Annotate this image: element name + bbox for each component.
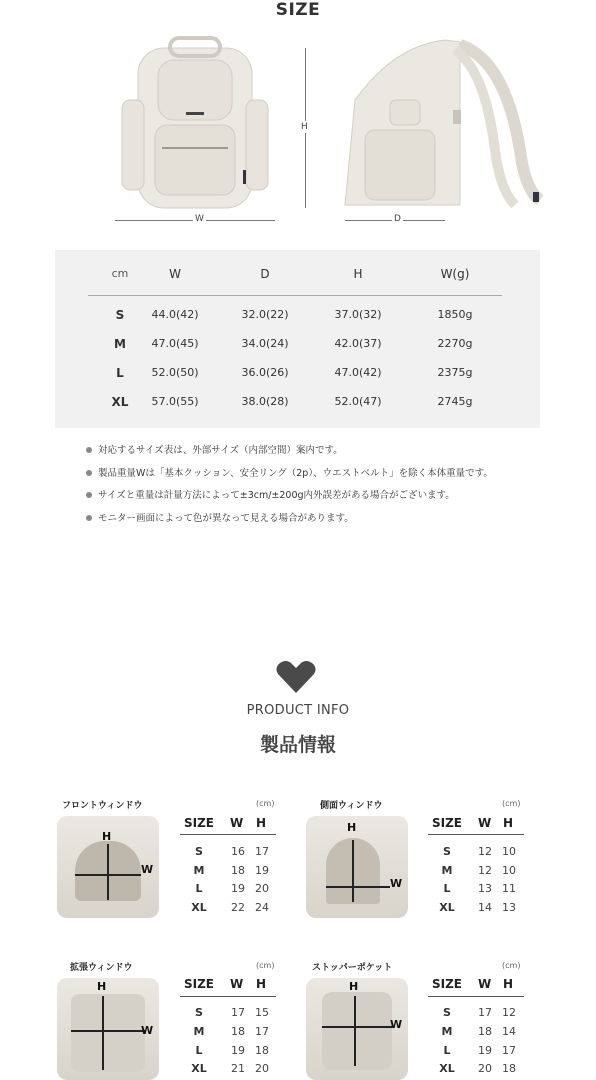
size-table-header-d: D bbox=[260, 267, 270, 281]
front-window-rule bbox=[180, 834, 276, 835]
size-table-row-l-size: L bbox=[116, 366, 124, 380]
size-table-header-unit: cm bbox=[111, 267, 129, 280]
expansion-window-header-size: SIZE bbox=[184, 977, 215, 991]
size-table-row-xl-d: 38.0(28) bbox=[241, 395, 289, 408]
front-window-header-size: SIZE bbox=[184, 816, 215, 830]
front-window-row-h: 19 bbox=[255, 864, 269, 877]
side-window-row-h: 13 bbox=[502, 901, 516, 914]
size-table-row-xl-size: XL bbox=[111, 395, 129, 409]
expansion-window-header-h: H bbox=[256, 977, 267, 991]
backpack-front-photo bbox=[100, 30, 290, 230]
stopper-pocket-row-w: 18 bbox=[478, 1025, 492, 1038]
side-window-row-w: 12 bbox=[478, 864, 492, 877]
expansion-window-rule bbox=[180, 996, 276, 997]
note-text: モニター画面によって色が異なって見える場合があります。 bbox=[98, 512, 354, 524]
stopper-pocket-width-arrow bbox=[322, 1026, 392, 1028]
side-window-rule bbox=[428, 834, 524, 835]
note-item bbox=[86, 467, 566, 490]
backpack-front-illustration bbox=[100, 30, 290, 230]
front-window-row-size: XL bbox=[191, 901, 207, 914]
expansion-window-w-label: W bbox=[141, 1024, 154, 1037]
stopper-pocket-unit: (cm) bbox=[502, 961, 521, 970]
stopper-pocket-row-size: M bbox=[441, 1025, 453, 1038]
size-table-row-xl-h: 52.0(47) bbox=[334, 395, 382, 408]
side-window-title: 側面ウィンドウ bbox=[320, 801, 383, 811]
stopper-pocket-h-label: H bbox=[349, 980, 359, 993]
side-window-header-size: SIZE bbox=[432, 816, 463, 830]
size-table-row-s-d: 32.0(22) bbox=[241, 308, 289, 321]
size-table-row-m-size: M bbox=[114, 337, 126, 351]
expansion-window-row-size: XL bbox=[191, 1062, 207, 1075]
front-window-row-h: 17 bbox=[255, 845, 269, 858]
side-window-row-h: 10 bbox=[502, 864, 516, 877]
stopper-pocket-w-label: W bbox=[390, 1018, 403, 1031]
side-window-header-w: W bbox=[478, 816, 492, 830]
expansion-window-row-h: 18 bbox=[255, 1044, 269, 1057]
front-window-row-h: 24 bbox=[255, 901, 269, 914]
size-table-row-l-h: 47.0(42) bbox=[334, 366, 382, 379]
side-window-row-w: 12 bbox=[478, 845, 492, 858]
expansion-window-unit: (cm) bbox=[256, 961, 275, 970]
size-table bbox=[55, 250, 540, 428]
stopper-pocket-row-h: 17 bbox=[502, 1044, 516, 1057]
expansion-window-row-w: 19 bbox=[231, 1044, 245, 1057]
size-table-row-m-w: 47.0(45) bbox=[151, 337, 199, 350]
side-depth-label: D bbox=[394, 214, 401, 224]
front-height-label: H bbox=[301, 122, 308, 132]
size-table-row-l-weight: 2375g bbox=[437, 366, 473, 379]
size-table-row-xl-weight: 2745g bbox=[437, 395, 473, 408]
side-window-row-h: 11 bbox=[502, 882, 516, 895]
front-window-title: フロントウィンドウ bbox=[62, 801, 143, 811]
side-window-row-size: S bbox=[443, 845, 451, 858]
front-window-row-h: 20 bbox=[255, 882, 269, 895]
note-text: 対応するサイズ表は、外部サイズ（内部空間）案内です。 bbox=[98, 445, 343, 456]
side-window-width-arrow bbox=[326, 886, 390, 888]
expansion-window-row-w: 18 bbox=[231, 1025, 245, 1038]
front-window-row-size: M bbox=[193, 864, 205, 877]
stopper-pocket-height-arrow bbox=[354, 996, 356, 1066]
size-title: SIZE bbox=[275, 0, 321, 20]
front-window-row-w: 18 bbox=[231, 864, 245, 877]
product-info-heading-en: PRODUCT INFO bbox=[246, 703, 350, 718]
front-window-unit: (cm) bbox=[256, 799, 275, 808]
side-window-row-size: M bbox=[441, 864, 453, 877]
front-window-row-size: S bbox=[195, 845, 203, 858]
expansion-window-h-label: H bbox=[97, 980, 107, 993]
front-window-h-label: H bbox=[102, 830, 112, 843]
stopper-pocket-row-h: 14 bbox=[502, 1025, 516, 1038]
size-table-row-xl-w: 57.0(55) bbox=[151, 395, 199, 408]
stopper-pocket-row-size: XL bbox=[439, 1062, 455, 1075]
expansion-window-photo bbox=[57, 978, 159, 1080]
stopper-pocket-header-h: H bbox=[503, 977, 514, 991]
size-table-row-l-d: 36.0(26) bbox=[241, 366, 289, 379]
bullet-icon bbox=[86, 447, 92, 453]
side-window-h-label: H bbox=[347, 821, 357, 834]
size-table-row-l-w: 52.0(50) bbox=[151, 366, 199, 379]
expansion-window-row-w: 21 bbox=[231, 1062, 245, 1075]
heart-icon bbox=[276, 660, 316, 694]
expansion-window-row-h: 20 bbox=[255, 1062, 269, 1075]
expansion-window-row-size: L bbox=[195, 1044, 203, 1057]
side-window-row-size: L bbox=[443, 882, 451, 895]
front-window-width-arrow bbox=[75, 874, 141, 876]
size-table-row-m-h: 42.0(37) bbox=[334, 337, 382, 350]
bullet-icon bbox=[86, 470, 92, 476]
stopper-pocket-row-size: S bbox=[443, 1006, 451, 1019]
stopper-pocket-row-size: L bbox=[443, 1044, 451, 1057]
stopper-pocket-title: ストッパーポケット bbox=[312, 963, 393, 973]
size-table-header-rule bbox=[88, 295, 502, 296]
size-table-row-m-weight: 2270g bbox=[437, 337, 473, 350]
front-window-photo bbox=[57, 816, 159, 918]
size-table-row-m-d: 34.0(24) bbox=[241, 337, 289, 350]
side-window-w-label: W bbox=[390, 877, 403, 890]
size-table-header-w: W bbox=[169, 267, 181, 281]
stopper-pocket-row-h: 12 bbox=[502, 1006, 516, 1019]
front-window-w-label: W bbox=[141, 863, 154, 876]
front-window-row-w: 22 bbox=[231, 901, 245, 914]
front-window-header-w: W bbox=[230, 816, 244, 830]
note-item bbox=[86, 489, 566, 512]
size-table-header-weight: W(g) bbox=[440, 267, 470, 281]
stopper-pocket-row-w: 17 bbox=[478, 1006, 492, 1019]
front-window-height-arrow bbox=[107, 844, 109, 900]
expansion-window-row-h: 17 bbox=[255, 1025, 269, 1038]
expansion-window-row-h: 15 bbox=[255, 1006, 269, 1019]
front-window-row-size: L bbox=[195, 882, 203, 895]
note-item bbox=[86, 444, 566, 467]
backpack-side-illustration bbox=[335, 30, 550, 215]
note-item bbox=[86, 512, 566, 535]
size-table-row-s-w: 44.0(42) bbox=[151, 308, 199, 321]
bullet-icon bbox=[86, 515, 92, 521]
expansion-window-row-w: 17 bbox=[231, 1006, 245, 1019]
front-width-label: W bbox=[195, 214, 204, 224]
bullet-icon bbox=[86, 492, 92, 498]
expansion-window-title: 拡張ウィンドウ bbox=[70, 963, 133, 973]
expansion-window-height-arrow bbox=[102, 996, 104, 1070]
expansion-window-row-size: S bbox=[195, 1006, 203, 1019]
side-window-height-arrow bbox=[352, 840, 354, 902]
size-table-row-s-size: S bbox=[115, 308, 125, 322]
stopper-pocket-header-w: W bbox=[478, 977, 492, 991]
side-window-row-w: 14 bbox=[478, 901, 492, 914]
size-table-header-h: H bbox=[353, 267, 363, 281]
expansion-window-header-w: W bbox=[230, 977, 244, 991]
side-window-header-h: H bbox=[503, 816, 514, 830]
product-info-heading-jp: 製品情報 bbox=[259, 734, 336, 756]
side-window-row-h: 10 bbox=[502, 845, 516, 858]
front-window-header-h: H bbox=[256, 816, 267, 830]
size-table-row-s-weight: 1850g bbox=[437, 308, 473, 321]
size-table-row-s-h: 37.0(32) bbox=[334, 308, 382, 321]
expansion-window-width-arrow bbox=[71, 1030, 145, 1032]
front-window-row-w: 19 bbox=[231, 882, 245, 895]
stopper-pocket-header-size: SIZE bbox=[432, 977, 463, 991]
side-window-photo bbox=[306, 816, 408, 918]
note-text: 製品重量Wは「基本クッション、安全リング（2p）、ウエストベルト」を除く本体重量です。 bbox=[98, 467, 493, 479]
side-window-unit: (cm) bbox=[502, 799, 521, 808]
front-window-row-w: 16 bbox=[231, 845, 245, 858]
notes-list bbox=[86, 444, 566, 534]
backpack-side-photo bbox=[335, 30, 550, 215]
side-window-row-w: 13 bbox=[478, 882, 492, 895]
expansion-window-row-size: M bbox=[193, 1025, 205, 1038]
side-window-row-size: XL bbox=[439, 901, 455, 914]
stopper-pocket-row-h: 18 bbox=[502, 1062, 516, 1075]
stopper-pocket-rule bbox=[428, 996, 524, 997]
stopper-pocket-photo bbox=[306, 978, 408, 1080]
stopper-pocket-row-w: 20 bbox=[478, 1062, 492, 1075]
note-text: サイズと重量は計量方法によって±3cm/±200g内外誤差がある場合がございます。 bbox=[98, 490, 455, 501]
stopper-pocket-row-w: 19 bbox=[478, 1044, 492, 1057]
